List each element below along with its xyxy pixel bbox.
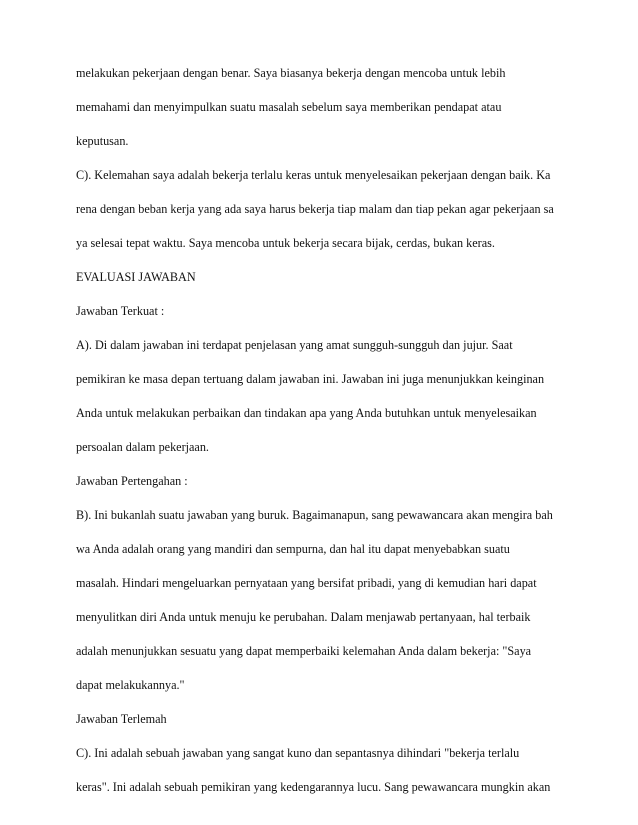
text-line: memahami dan menyimpulkan suatu masalah sebelum saya memberikan pendapat atau	[76, 100, 502, 114]
text-line: keputusan.	[76, 134, 129, 148]
text-line: adalah menunjukkan sesuatu yang dapat memperbaiki kelemahan Anda dalam bekerja: "Saya	[76, 644, 532, 658]
text-line: Anda untuk melakukan perbaikan dan tindakan apa yang Anda butuhkan untuk menyelesaikan	[76, 406, 537, 420]
text-line: C). Kelemahan saya adalah bekerja terlalu keras untuk menyelesaikan pekerjaan dengan baik. Ka	[76, 168, 551, 182]
subsection-heading: Jawaban Terlemah	[76, 712, 167, 726]
text-line: keras". Ini adalah sebuah pemikiran yang kedengarannya lucu. Sang pewawancara mungkin akan	[76, 780, 551, 794]
text-line: menyulitkan diri Anda untuk menuju ke perubahan. Dalam menjawab pertanyaan, hal terbaik	[76, 610, 531, 624]
text-line: ya selesai tepat waktu. Saya mencoba untuk bekerja secara bijak, cerdas, bukan keras.	[76, 236, 495, 250]
text-line: C). Ini adalah sebuah jawaban yang sangat kuno dan sepantasnya dihindari "bekerja terlalu	[76, 746, 520, 760]
text-line: melakukan pekerjaan dengan benar. Saya biasanya bekerja dengan mencoba untuk lebih	[76, 66, 506, 80]
text-line: rena dengan beban kerja yang ada saya harus bekerja tiap malam dan tiap pekan agar pekerjaan sa	[76, 202, 554, 216]
text-line: persoalan dalam pekerjaan.	[76, 440, 209, 454]
subsection-heading: Jawaban Pertengahan :	[76, 474, 188, 488]
text-line: pemikiran ke masa depan tertuang dalam jawaban ini. Jawaban ini juga menunjukkan keinginan	[76, 372, 545, 386]
text-line: A). Di dalam jawaban ini terdapat penjelasan yang amat sungguh-sungguh dan jujur. Saat	[76, 338, 513, 352]
text-line: B). Ini bukanlah suatu jawaban yang buruk. Bagaimanapun, sang pewawancara akan mengira bah	[76, 508, 553, 522]
text-line: masalah. Hindari mengeluarkan pernyataan yang bersifat pribadi, yang di kemudian hari dapat	[76, 576, 537, 590]
section-heading: EVALUASI JAWABAN	[76, 270, 196, 284]
text-line: dapat melakukannya."	[76, 678, 185, 692]
text-line: wa Anda adalah orang yang mandiri dan sempurna, dan hal itu dapat menyebabkan suatu	[76, 542, 510, 556]
subsection-heading: Jawaban Terkuat :	[76, 304, 165, 318]
